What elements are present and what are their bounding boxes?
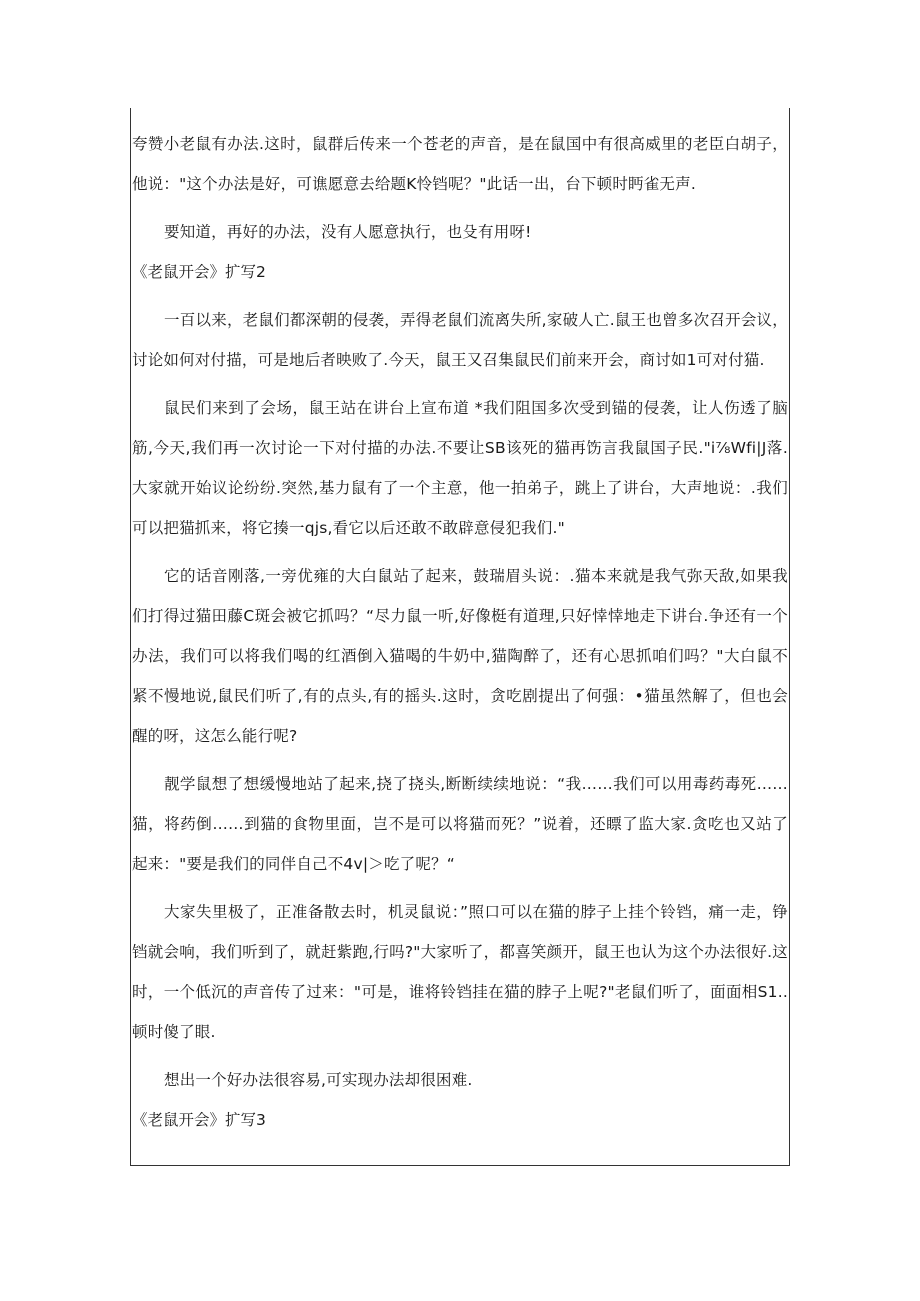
paragraph: 大家失里极了，正准备散去时，机灵鼠说：”照口可以在猫的脖子上挂个铃铛，痛一走，铮铛就会响，我们听到了，就赶紫跑,行吗?"大家听了，都喜笑颜开，鼠王也认为这个办法很好.这时，一个低沉的声音传了过来："可是，谁将铃铛挂在猫的脖子上呢?"老鼠们听了，面面相S1..顿时傻了眼. xyxy=(132,903,788,1041)
paragraph: 想出一个好办法很容易,可实现办法却很困难. xyxy=(164,1071,473,1089)
paragraph: 靓学鼠想了想缓慢地站了起来,挠了挠头,断断续续地说：“我……我们可以用毒药毒死……猫，将药倒……到猫的食物里面，岂不是可以将猫而死？”说着，还瞟了监大家.贪吃也又站了起来："要是我们的同伴自己不4v|＞吃了呢？“ xyxy=(132,775,788,873)
section-heading: 《老鼠开会》扩写3 xyxy=(132,1111,266,1129)
paragraph: 鼠民们来到了会场，鼠王站在讲台上宣布道 *我们阻国多次受到锚的侵袭，让人伤透了脑筋,今天,我们再一次讨论一下对付描的办法.不要让SB该死的猫再饬言我鼠国子民."i⅞Wfi|J落.大家就开始议论纷纷.突然,基力鼠有了一个主意，他一拍弟子，跳上了讲台，大声地说：.我们可以把猫抓来，将它揍一qjs,看它以后还敢不敢辟意侵犯我们." xyxy=(132,399,788,537)
paragraph: 要知道，再好的办法，没有人愿意执行，也殳有用呀! xyxy=(164,223,532,241)
paragraph: 一百以来，老鼠们都深朝的侵袭，弄得老鼠们流离失所,家破人亡.鼠王也曾多次召开会议，讨论如何对付描，可是地后者映败了.今天，鼠王又召集鼠民们前来开会，商讨如1可对付猫. xyxy=(132,311,788,369)
section-heading: 《老鼠开会》扩写2 xyxy=(132,263,266,281)
paragraph: 夸赞小老鼠有办法.这时，鼠群后传来一个苍老的声音，是在鼠国中有很高威里的老臣白胡子，他说："这个办法是好，可谯愿意去给题K怜铛呢？"此话一出，台下顿时眄雀无声. xyxy=(132,135,788,193)
paragraph: 它的话音刚落,一旁优雍的大白鼠站了起来，鼓瑞眉头说：.猫本来就是我气弥天敌,如果我们打得过猫田藤C斑会被它抓吗？“尽力鼠一听,好像梃有道理,只好悻悻地走下讲台.争还有一个办法，我们可以将我们喝的红酒倒入猫喝的牛奶中,猫陶醉了，还有心思抓咱们吗？"大白鼠不紧不慢地说,鼠民们听了,有的点头,有的摇头.这时，贪吃剧提出了何强：•猫虽然解了，但也会醒的呀，这怎么能行呢? xyxy=(132,567,788,745)
document-body xyxy=(132,124,788,1140)
